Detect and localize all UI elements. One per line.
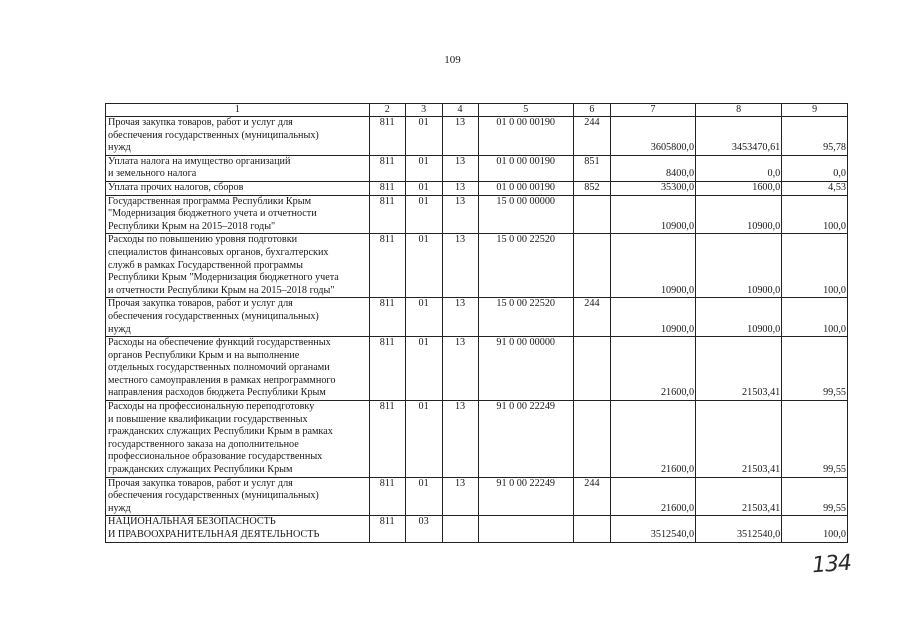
target-item-cell: [478, 516, 573, 542]
execution-percent-cell: 0,0: [782, 155, 848, 181]
row-name-cell: [106, 477, 370, 516]
row-name-cell: [106, 298, 370, 337]
row-name-line: НАЦИОНАЛЬНАЯ БЕЗОПАСНОСТЬ: [108, 516, 276, 528]
expense-type-cell: [573, 516, 610, 542]
executed-amount-cell: 3512540,0: [696, 516, 782, 542]
execution-percent-cell: 99,55: [782, 337, 848, 401]
header-cell: 1: [106, 104, 370, 117]
subsection-code-cell: 13: [442, 155, 478, 181]
table-row: [106, 337, 848, 401]
table-row: [106, 477, 848, 516]
row-name-cell: [106, 155, 370, 181]
expense-type-cell: [573, 401, 610, 478]
executed-amount-cell: 3453470,61: [696, 117, 782, 156]
target-item-cell: 01 0 00 00190: [478, 181, 573, 195]
row-name-line: служб в рамках Государственной программы: [108, 259, 303, 271]
header-cell: 4: [442, 104, 478, 117]
section-code-cell: 01: [405, 234, 442, 298]
subsection-code-cell: 13: [442, 117, 478, 156]
handwritten-page-mark: 134: [811, 550, 852, 579]
planned-amount-cell: 21600,0: [610, 337, 695, 401]
planned-amount-cell: 10900,0: [610, 298, 695, 337]
row-name-line: направления расходов бюджета Республики Крым: [108, 387, 326, 399]
row-name-line: и повышение квалификации государственных: [108, 413, 308, 425]
target-item-cell: 91 0 00 00000: [478, 337, 573, 401]
executed-amount-cell: 10900,0: [696, 298, 782, 337]
section-code-cell: 03: [405, 516, 442, 542]
section-code-cell: 01: [405, 298, 442, 337]
row-name-line: органов Республики Крым и на выполнение: [108, 349, 300, 361]
admin-code-cell: 811: [369, 477, 405, 516]
expense-type-cell: 244: [573, 477, 610, 516]
executed-amount-cell: 0,0: [696, 155, 782, 181]
row-name-cell: [106, 516, 370, 542]
expense-type-cell: [573, 337, 610, 401]
target-item-cell: 91 0 00 22249: [478, 477, 573, 516]
row-name-line: гражданских служащих Республики Крым в рамках: [108, 426, 333, 438]
admin-code-cell: 811: [369, 298, 405, 337]
table-row: [106, 516, 848, 542]
execution-percent-cell: 95,78: [782, 117, 848, 156]
header-cell: 9: [782, 104, 848, 117]
planned-amount-cell: 10900,0: [610, 195, 695, 234]
section-code-cell: 01: [405, 477, 442, 516]
row-name-line: государственного заказа на дополнительное: [108, 438, 299, 450]
execution-percent-cell: 99,55: [782, 477, 848, 516]
budget-table: [105, 103, 848, 543]
row-name-line: нужд: [108, 323, 131, 335]
subsection-code-cell: 13: [442, 181, 478, 195]
section-code-cell: 01: [405, 195, 442, 234]
expense-type-cell: 852: [573, 181, 610, 195]
row-name-line: обеспечения государственных (муниципальных): [108, 129, 319, 141]
header-cell: 2: [369, 104, 405, 117]
subsection-code-cell: 13: [442, 477, 478, 516]
row-name-line: "Модернизация бюджетного учета и отчетности: [108, 208, 317, 220]
target-item-cell: 01 0 00 00190: [478, 155, 573, 181]
target-item-cell: 15 0 00 22520: [478, 234, 573, 298]
row-name-line: И ПРАВООХРАНИТЕЛЬНАЯ ДЕЯТЕЛЬНОСТЬ: [108, 529, 320, 540]
admin-code-cell: 811: [369, 155, 405, 181]
target-item-cell: 01 0 00 00190: [478, 117, 573, 156]
table-row: [106, 401, 848, 478]
row-name-cell: [106, 234, 370, 298]
subsection-code-cell: 13: [442, 234, 478, 298]
row-name-line: профессиональное образование государственных: [108, 451, 323, 463]
admin-code-cell: 811: [369, 516, 405, 542]
row-name-line: нужд: [108, 142, 131, 154]
row-name-cell: [106, 337, 370, 401]
admin-code-cell: 811: [369, 195, 405, 234]
row-name-line: обеспечения государственных (муниципальных): [108, 490, 319, 502]
planned-amount-cell: 10900,0: [610, 234, 695, 298]
expense-type-cell: 851: [573, 155, 610, 181]
executed-amount-cell: 10900,0: [696, 234, 782, 298]
row-name-line: Расходы на профессиональную переподготовку: [108, 401, 315, 413]
table-row: [106, 298, 848, 337]
executed-amount-cell: 1600,0: [696, 181, 782, 195]
expense-type-cell: 244: [573, 298, 610, 337]
table-row: [106, 117, 848, 156]
expense-type-cell: [573, 195, 610, 234]
row-name-line: Государственная программа Республики Крым: [108, 195, 312, 207]
section-code-cell: 01: [405, 401, 442, 478]
expense-type-cell: 244: [573, 117, 610, 156]
row-name-cell: [106, 117, 370, 156]
execution-percent-cell: 100,0: [782, 195, 848, 234]
execution-percent-cell: 100,0: [782, 234, 848, 298]
row-name-line: Республики Крым "Модернизация бюджетного учета: [108, 272, 339, 284]
row-name-line: Уплата налога на имущество организаций: [108, 155, 291, 167]
table-row: [106, 195, 848, 234]
row-name-line: Республики Крым на 2015–2018 годы": [108, 220, 276, 232]
section-code-cell: 01: [405, 155, 442, 181]
row-name-line: и отчетности Республики Крым на 2015–2018 годы": [108, 284, 335, 296]
row-name-line: Прочая закупка товаров, работ и услуг для: [108, 477, 293, 489]
row-name-line: Расходы по повышению уровня подготовки: [108, 234, 298, 246]
section-code-cell: 01: [405, 337, 442, 401]
table-row: [106, 234, 848, 298]
header-cell: 6: [573, 104, 610, 117]
executed-amount-cell: 21503,41: [696, 401, 782, 478]
execution-percent-cell: 99,55: [782, 401, 848, 478]
planned-amount-cell: 35300,0: [610, 181, 695, 195]
subsection-code-cell: 13: [442, 337, 478, 401]
row-name-line: Прочая закупка товаров, работ и услуг для: [108, 117, 293, 128]
row-name-cell: [106, 401, 370, 478]
header-cell: 7: [610, 104, 695, 117]
section-code-cell: 01: [405, 181, 442, 195]
executed-amount-cell: 21503,41: [696, 337, 782, 401]
table-row: [106, 155, 848, 181]
row-name-line: отдельных государственных полномочий органами: [108, 362, 330, 374]
target-item-cell: 15 0 00 00000: [478, 195, 573, 234]
row-name-cell: [106, 195, 370, 234]
planned-amount-cell: 21600,0: [610, 401, 695, 478]
page-number: 109: [444, 54, 461, 66]
row-name-line: Уплата прочих налогов, сборов: [108, 181, 244, 193]
planned-amount-cell: 3605800,0: [610, 117, 695, 156]
expense-type-cell: [573, 234, 610, 298]
row-name-cell: [106, 181, 370, 195]
header-cell: 8: [696, 104, 782, 117]
admin-code-cell: 811: [369, 234, 405, 298]
table-header-row: [106, 104, 848, 117]
planned-amount-cell: 21600,0: [610, 477, 695, 516]
admin-code-cell: 811: [369, 181, 405, 195]
admin-code-cell: 811: [369, 117, 405, 156]
subsection-code-cell: 13: [442, 401, 478, 478]
row-name-line: обеспечения государственных (муниципальных): [108, 310, 319, 322]
target-item-cell: 91 0 00 22249: [478, 401, 573, 478]
row-name-line: Расходы на обеспечение функций государственных: [108, 337, 331, 349]
admin-code-cell: 811: [369, 401, 405, 478]
row-name-line: местного самоуправления в рамках непрограммного: [108, 374, 336, 386]
header-cell: 5: [478, 104, 573, 117]
row-name-line: специалистов финансовых органов, бухгалтерских: [108, 246, 329, 258]
executed-amount-cell: 21503,41: [696, 477, 782, 516]
section-code-cell: 01: [405, 117, 442, 156]
row-name-line: Прочая закупка товаров, работ и услуг для: [108, 298, 293, 310]
header-cell: 3: [405, 104, 442, 117]
row-name-line: гражданских служащих Республики Крым: [108, 464, 293, 476]
execution-percent-cell: 100,0: [782, 516, 848, 542]
subsection-code-cell: [442, 516, 478, 542]
executed-amount-cell: 10900,0: [696, 195, 782, 234]
subsection-code-cell: 13: [442, 298, 478, 337]
target-item-cell: 15 0 00 22520: [478, 298, 573, 337]
admin-code-cell: 811: [369, 337, 405, 401]
row-name-line: и земельного налога: [108, 168, 197, 180]
subsection-code-cell: 13: [442, 195, 478, 234]
planned-amount-cell: 3512540,0: [610, 516, 695, 542]
planned-amount-cell: 8400,0: [610, 155, 695, 181]
execution-percent-cell: 100,0: [782, 298, 848, 337]
table-row: [106, 181, 848, 195]
execution-percent-cell: 4,53: [782, 181, 848, 195]
row-name-line: нужд: [108, 502, 131, 514]
